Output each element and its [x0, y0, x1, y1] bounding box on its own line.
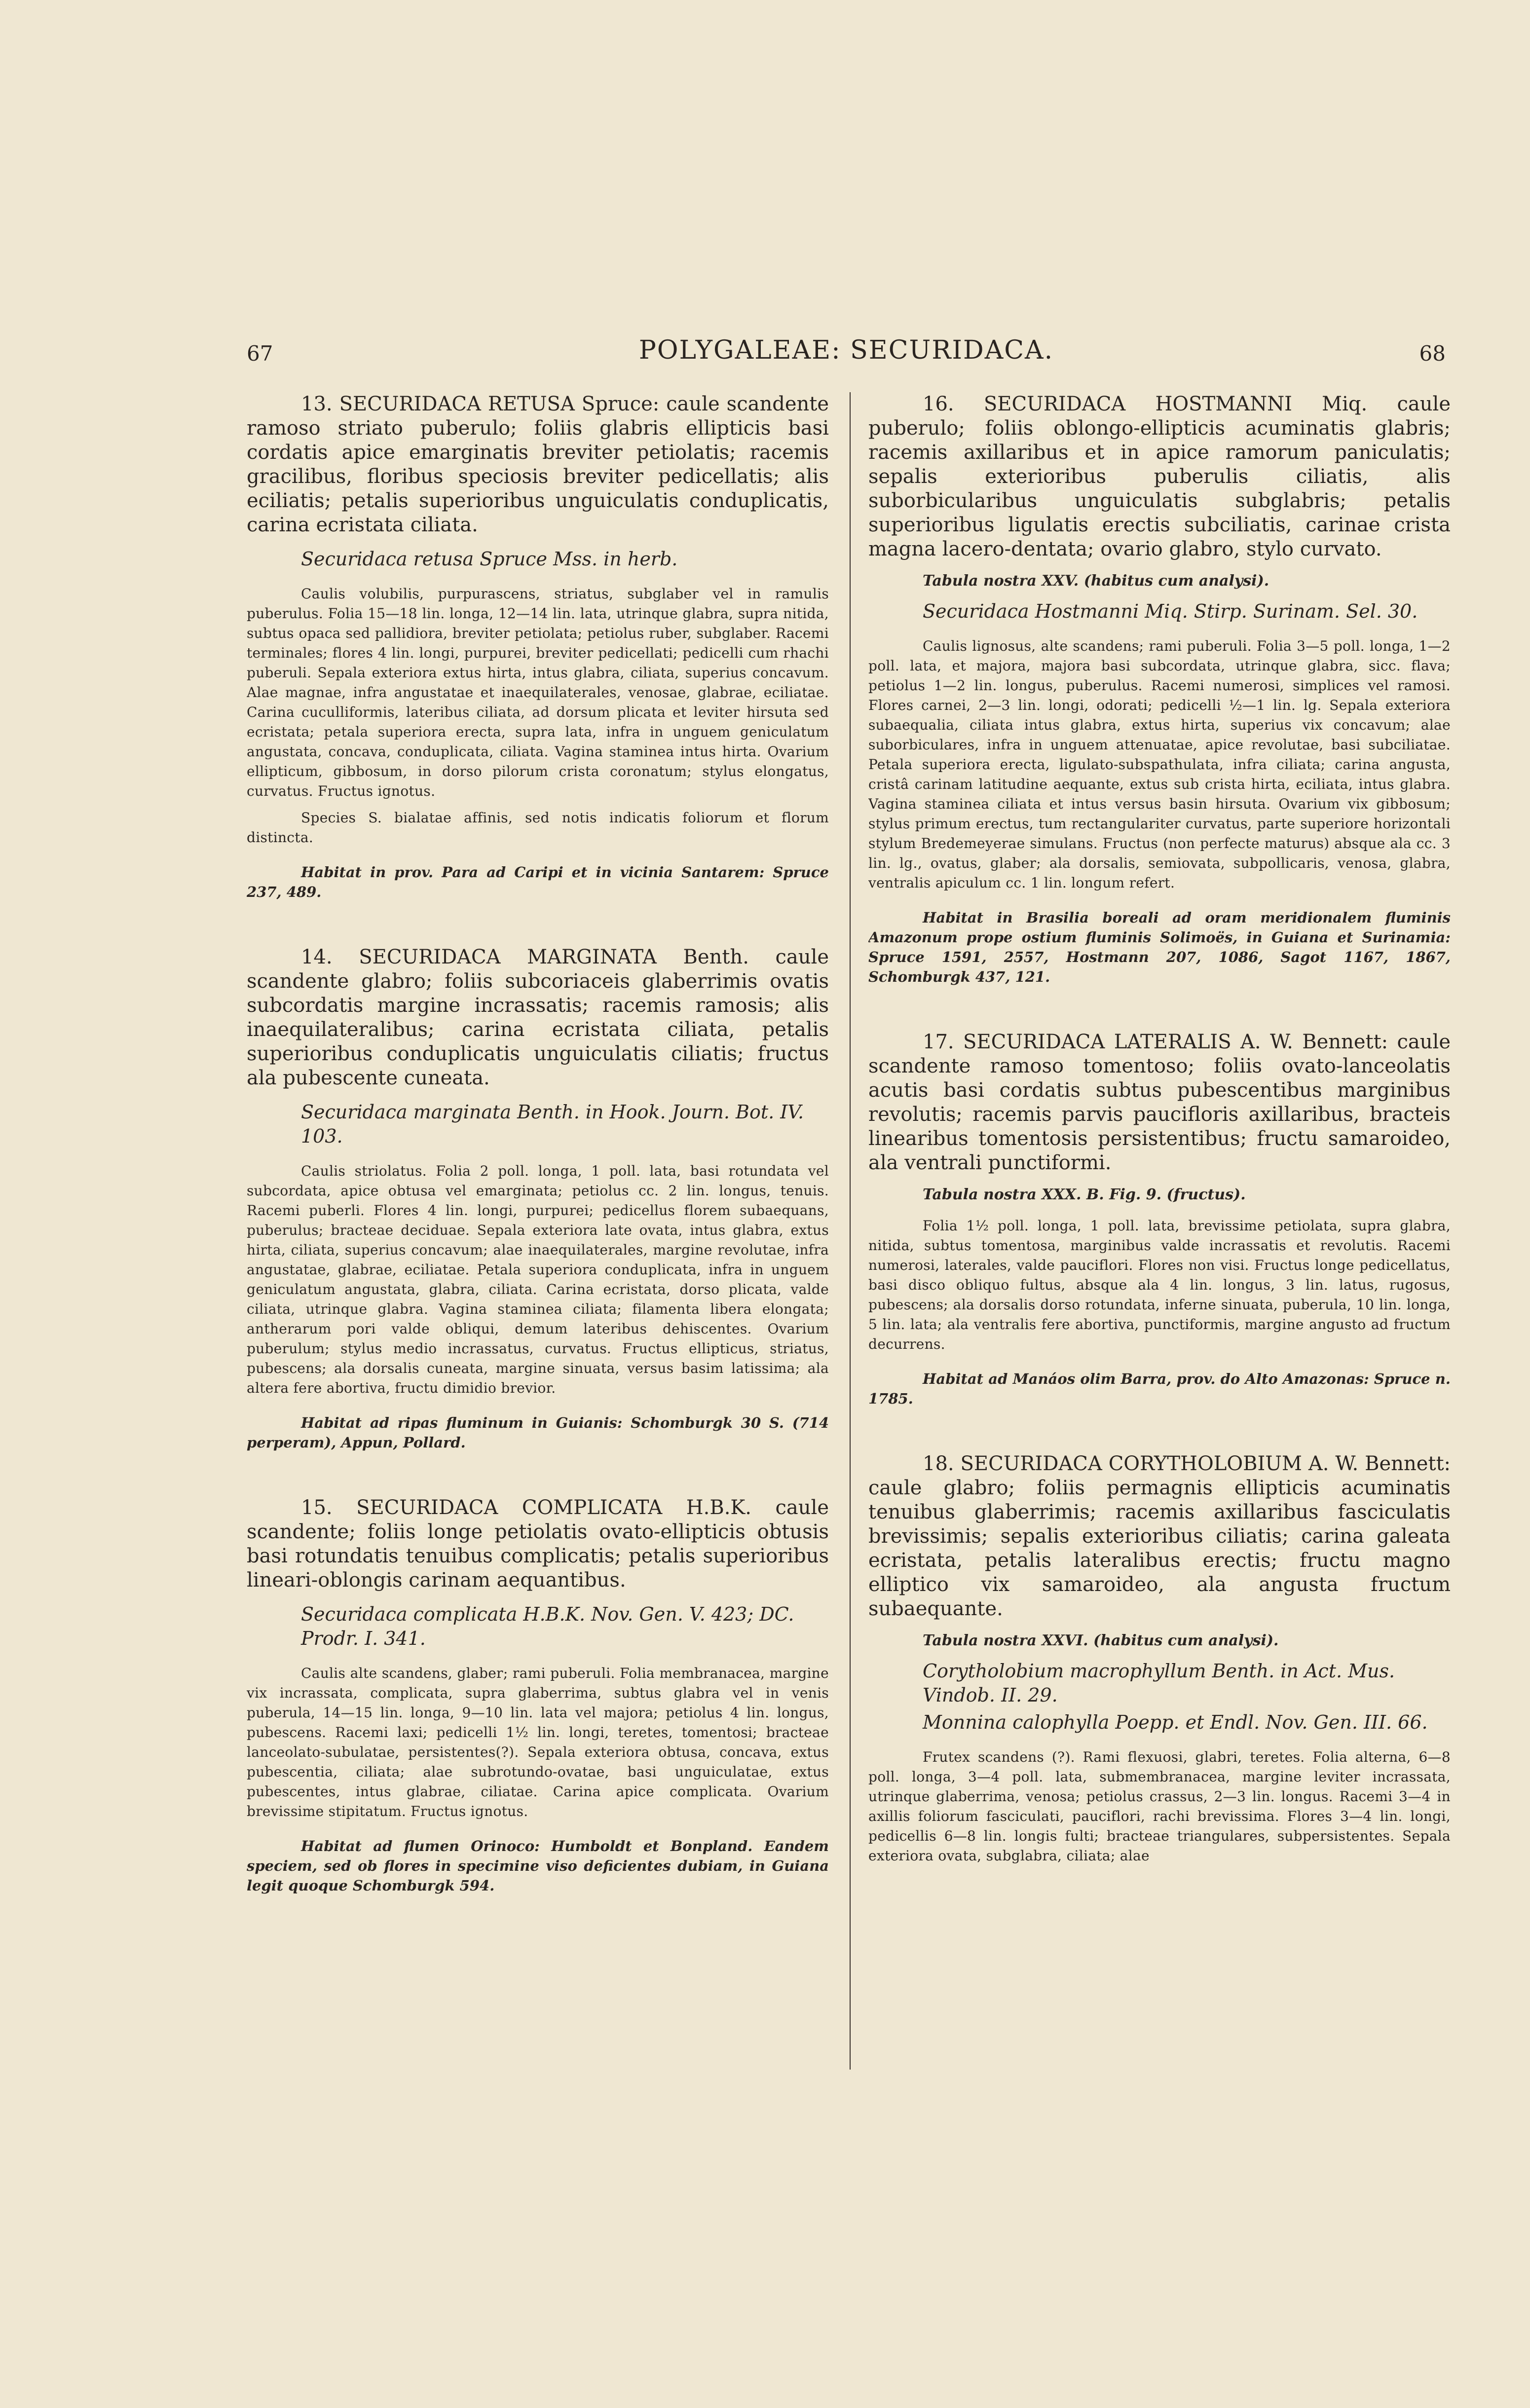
- diagnosis: 18. SECURIDACA CORYTHOLOBIUM A. W. Bennett: caule glabro; foliis permagnis ellipticis acuminatis tenuibus glaberrimis; racemis axillaribus fasciculatis brevissimis; sepalis exterioribus ciliatis; carina galeata ecristata, petalis lateralibus erectis; fructu magno elliptico vix samaroideo, ala angusta fructum subaequante.: [868, 1452, 1451, 1620]
- synonym-reference: Securidaca Hostmanni Miq. Stirp. Surinam. Sel. 30.: [923, 600, 1418, 622]
- species-entry-17: [868, 1030, 1451, 1408]
- species-entry-14: [247, 945, 829, 1452]
- habitat: Habitat in prov. Para ad Caripi et in vicinia Santarem: Spruce 237, 489.: [247, 864, 829, 900]
- diagnosis: 15. SECURIDACA COMPLICATA H.B.K. caule scandente; foliis longe petiolatis ovato-ellipticis obtusis basi rotundatis tenuibus complicatis; petalis superioribus lineari-oblongis carinam aequantibus.: [247, 1496, 829, 1592]
- synonym-reference: Securidaca retusa Spruce Mss. in herb.: [301, 548, 678, 570]
- habitat: Habitat ad Manáos olim Barra, prov. do Alto Amazonas: Spruce n. 1785.: [868, 1371, 1451, 1407]
- habitat: Habitat in Brasilia boreali ad oram meridionalem fluminis Amazonum prope ostium fluminis Solimoës, in Guiana et Surinamia: Spruce 1591, 2557, Hostmann 207, 1086, Sagot 1167, 1867, Schomburgk 437, 121.: [868, 909, 1451, 985]
- diagnosis: 13. SECURIDACA RETUSA Spruce: caule scandente ramoso striato puberulo; foliis glabris ellipticis basi cordatis apice emarginatis breviter petiolatis; racemis gracilibus, floribus speciosis breviter pedicellatis; alis eciliatis; petalis superioribus unguiculatis conduplicatis, carina ecristata ciliata.: [247, 393, 829, 536]
- synonym-reference: Securidaca complicata H.B.K. Nov. Gen. V. 423; DC. Prodr. I. 341.: [301, 1603, 794, 1649]
- diagnosis: 14. SECURIDACA MARGINATA Benth. caule scandente glabro; foliis subcoriaceis glaberrimis ovatis subcordatis margine incrassatis; racemis ramosis; alis inaequilateralibus; carina ecristata ciliata, petalis superioribus conduplicatis unguiculatis ciliatis; fructus ala pubescente cuneata.: [247, 946, 829, 1089]
- right-column: [868, 392, 1451, 2237]
- species-entry-13: [247, 392, 829, 902]
- left-column: [247, 392, 829, 2237]
- species-entry-15: [247, 1496, 829, 1895]
- plate-reference: Tabula nostra XXVI. (habitus cum analysi).: [923, 1632, 1279, 1649]
- species-entry-18: [868, 1452, 1451, 1866]
- plate-reference: Tabula nostra XXV. (habitus cum analysi).: [923, 572, 1269, 590]
- column-divider: [850, 392, 851, 2070]
- habitat: Habitat ad flumen Orinoco: Humboldt et Bonpland. Eandem speciem, sed ob flores in specimine viso deficientes dubiam, in Guiana legit quoque Schomburgk 594.: [247, 1838, 829, 1894]
- plate-reference: Tabula nostra XXX. B. Fig. 9. (fructus).: [923, 1186, 1246, 1203]
- page-header: [247, 335, 1446, 380]
- synonym-reference-2: Monnina calophylla Poepp. et Endl. Nov. Gen. III. 66.: [923, 1711, 1428, 1733]
- description: Caulis striolatus. Folia 2 poll. longa, 1 poll. lata, basi rotundata vel subcordata, apice obtusa vel emarginata; petiolus cc. 2 lin. longus, tenuis. Racemi puberli. Flores 4 lin. longi, purpurei; pedicellus florem subaequans, puberulus; bracteae deciduae. Sepala exteriora late ovata, intus glabra, extus hirta, ciliata, superius concavum; alae inaequilaterales, margine revolutae, infra angustatae, glabrae, eciliatae. Petala superiora conduplicata, infra in unguem geniculatum angustata, glabra, ciliata. Carina ecristata, dorso plicata, valde ciliata, utrinque glabra. Vagina staminea ciliata; filamenta libera elongata; antherarum pori valde obliqui, demum lateribus dehiscentes. Ovarium puberulum; stylus medio incrassatus, curvatus. Fructus ellipticus, striatus, pubescens; ala dorsalis cuneata, margine sinuata, versus basim latissima; ala altera fere abortiva, fructu dimidio brevior.: [247, 1163, 829, 1396]
- description: Folia 1½ poll. longa, 1 poll. lata, brevissime petiolata, supra glabra, nitida, subtus tomentosa, marginibus valde incrassatis et revolutis. Racemi numerosi, laterales, valde pauciflori. Flores non visi. Fructus longe pedicellatus, basi disco obliquo fultus, absque ala 4 lin. longus, 3 lin. latus, rugosus, pubescens; ala dorsalis dorso rotundata, inferne sinuata, puberula, 10 lin. longa, 5 lin. lata; ala ventralis fere abortiva, punctiformis, margine angusto ad fructum decurrens.: [868, 1218, 1451, 1352]
- description: Caulis lignosus, alte scandens; rami puberuli. Folia 3—5 poll. longa, 1—2 poll. lata, et majora, majora basi subcordata, utrinque glabra, sicc. flava; petiolus 1—2 lin. longus, puberulus. Racemi numerosi, simplices vel ramosi. Flores carnei, 2—3 lin. longi, odorati; pedicelli ½—1 lin. lg. Sepala exteriora subaequalia, ciliata intus glabra, extus hirta, superius vix concavum; alae suborbiculares, infra in unguem attenuatae, apice revolutae, basi subciliatae. Petala superiora erecta, ligulato-subspathulata, infra ciliata; carina angusta, cristâ carinam latitudine aequante, extus sub crista hirta, eciliata, intus glabra. Vagina staminea ciliata et intus versus basin hirsuta. Ovarium vix gibbosum; stylus primum erectus, tum rectangulariter curvatus, parte superiore horizontali stylum Bredemeyerae simulans. Fructus (non perfecte maturus) absque ala cc. 3 lin. lg., ovatus, glaber; ala dorsalis, semiovata, subpollicaris, venosa, glabra, ventralis apiculum cc. 1 lin. longum refert.: [868, 638, 1451, 891]
- synonym-reference: Corytholobium macrophyllum Benth. in Act. Mus. Vindob. II. 29.: [923, 1660, 1395, 1706]
- page-number-left: 67: [247, 341, 273, 366]
- running-title: POLYGALEAE: SECURIDACA.: [638, 335, 1054, 365]
- habitat: Habitat ad ripas fluminum in Guianis: Schomburgk 30 S. (714 perperam), Appun, Pollard.: [247, 1414, 829, 1451]
- note: Species S. bialatae affinis, sed notis indicatis foliorum et florum distincta.: [247, 810, 829, 846]
- diagnosis: 17. SECURIDACA LATERALIS A. W. Bennett: caule scandente ramoso tomentoso; foliis ovato-lanceolatis acutis basi cordatis subtus pubescentibus marginibus revolutis; racemis parvis paucifloris axillaribus, bracteis linearibus tomentosis persistentibus; fructu samaroideo, ala ventrali punctiformi.: [868, 1031, 1451, 1174]
- description: Frutex scandens (?). Rami flexuosi, glabri, teretes. Folia alterna, 6—8 poll. longa, 3—4 poll. lata, submembranacea, margine leviter incrassata, utrinque glaberrima, venosa; petiolus crassus, 2—3 lin. longus. Racemi 3—4 in axillis foliorum fasciculati, pauciflori, rachi brevissima. Flores 3—4 lin. longi, pedicellis 6—8 lin. longis fulti; bracteae triangulares, subpersistentes. Sepala exteriora ovata, subglabra, ciliata; alae: [868, 1749, 1451, 1864]
- page-number-right: 68: [1419, 341, 1446, 366]
- synonym-reference: Securidaca marginata Benth. in Hook. Journ. Bot. IV. 103.: [301, 1101, 804, 1147]
- diagnosis: 16. SECURIDACA HOSTMANNI Miq. caule puberulo; foliis oblongo-ellipticis acuminatis glabris; racemis axillaribus et in apice ramorum paniculatis; sepalis exterioribus puberulis ciliatis, alis suborbicularibus unguiculatis subglabris; petalis superioribus ligulatis erectis subciliatis, carinae crista magna lacero-dentata; ovario glabro, stylo curvato.: [868, 393, 1451, 560]
- description: Caulis alte scandens, glaber; rami puberuli. Folia membranacea, margine vix incrassata, complicata, supra glaberrima, subtus glabra vel in venis puberula, 14—15 lin. longa, 9—10 lin. lata vel majora; petiolus 4 lin. longus, pubescens. Racemi laxi; pedicelli 1½ lin. longi, teretes, tomentosi; bracteae lanceolato-subulatae, persistentes(?). Sepala exteriora obtusa, concava, extus pubescentia, ciliata; alae subrotundo-ovatae, basi unguiculatae, extus pubescentes, intus glabrae, ciliatae. Carina apice complicata. Ovarium brevissime stipitatum. Fructus ignotus.: [247, 1665, 829, 1819]
- species-entry-16: [868, 392, 1451, 987]
- description: Caulis volubilis, purpurascens, striatus, subglaber vel in ramulis puberulus. Folia 15—18 lin. longa, 12—14 lin. lata, utrinque glabra, supra nitida, subtus opaca sed pallidiora, breviter petiolata; petiolus ruber, subglaber. Racemi terminales; flores 4 lin. longi, purpurei, breviter pedicellati; pedicelli cum rhachi puberuli. Sepala exteriora extus hirta, intus glabra, ciliata, superius concavum. Alae magnae, infra angustatae et inaequilaterales, venosae, glabrae, eciliatae. Carina cuculliformis, lateribus ciliata, ad dorsum plicata et leviter hirsuta sed ecristata; petala superiora erecta, supra lata, infra in unguem geniculatum angustata, concava, conduplicata, ciliata. Vagina staminea intus hirta. Ovarium ellipticum, gibbosum, in dorso pilorum crista coronatum; stylus elongatus, curvatus. Fructus ignotus.: [247, 586, 829, 799]
